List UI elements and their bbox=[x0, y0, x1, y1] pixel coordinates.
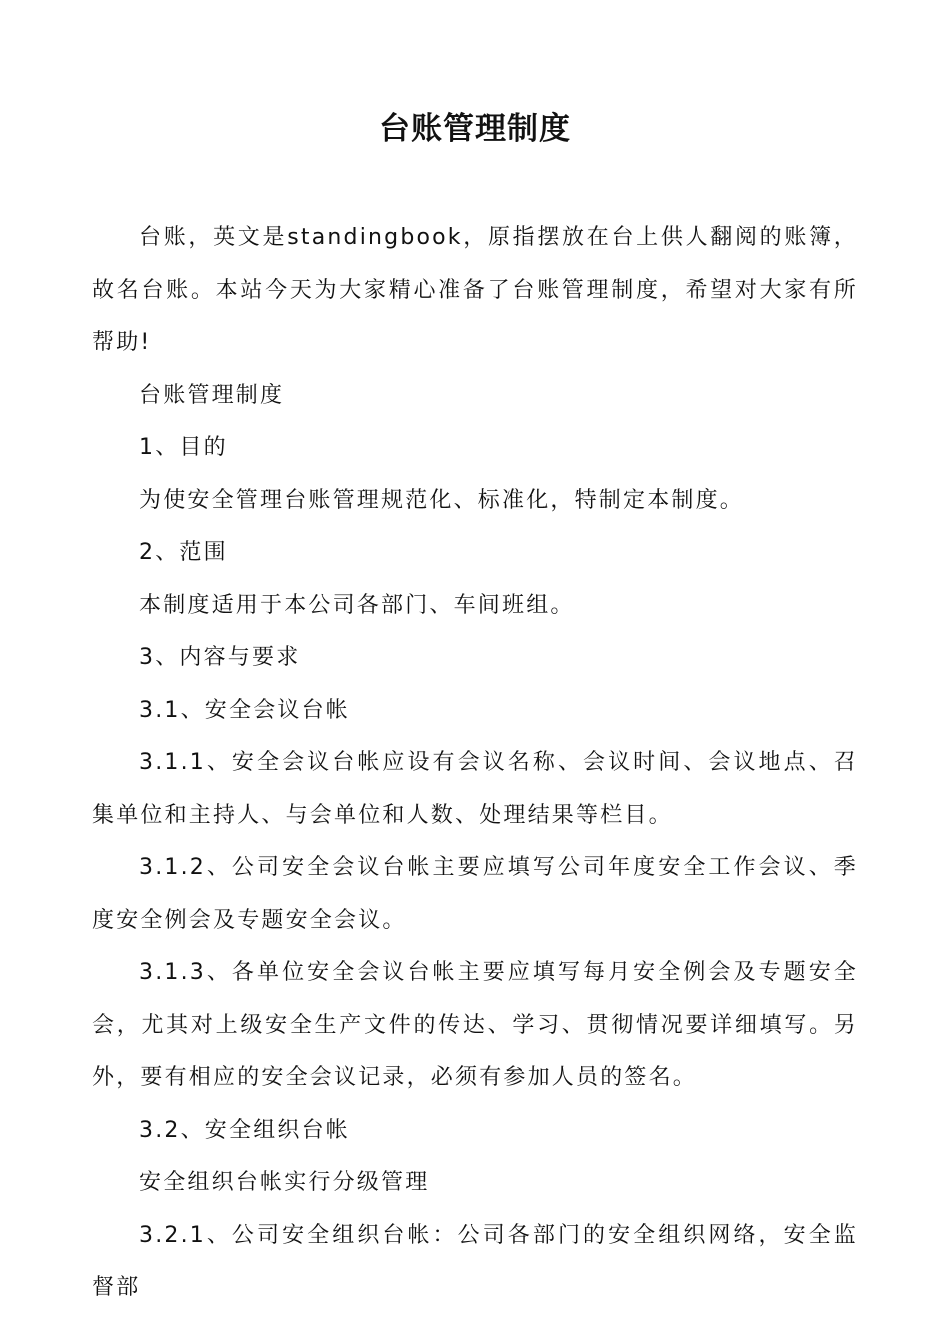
section-scope-heading: 2、范围 bbox=[139, 540, 228, 565]
clause-3-2-1: 3.2.1、公司安全组织台帐：公司各部门的安全组织网络，安全监督部 bbox=[92, 1222, 858, 1300]
paragraph-intro: 台账，英文是standingbook，原指摆放在台上供人翻阅的账簿，故名台账。本站今天为大家精心准备了台账管理制度，希望对大家有所帮助! bbox=[92, 225, 858, 355]
clause-3-1-1: 3.1.1、安全会议台帐应设有会议名称、会议时间、会议地点、召集单位和主持人、与会单位和人数、处理结果等栏目。 bbox=[92, 750, 858, 828]
section-scope-text: 本制度适用于本公司各部门、车间班组。 bbox=[139, 592, 575, 618]
document-title: 台账管理制度 bbox=[379, 111, 571, 147]
paragraph-heading: 台账管理制度 bbox=[139, 382, 285, 408]
subsection-3-1-heading: 3.1、安全会议台帐 bbox=[139, 697, 350, 723]
subsection-3-2-heading: 3.2、安全组织台帐 bbox=[139, 1117, 350, 1143]
section-content-heading: 3、内容与要求 bbox=[139, 645, 301, 670]
clause-3-1-2: 3.1.2、公司安全会议台帐主要应填写公司年度安全工作会议、季度安全例会及专题安全会议。 bbox=[92, 855, 858, 933]
subsection-3-2-text: 安全组织台帐实行分级管理 bbox=[139, 1170, 430, 1195]
section-purpose-text: 为使安全管理台账管理规范化、标准化，特制定本制度。 bbox=[139, 487, 745, 513]
document-body bbox=[92, 212, 858, 1315]
section-purpose-heading: 1、目的 bbox=[139, 435, 228, 460]
clause-3-1-3: 3.1.3、各单位安全会议台帐主要应填写每月安全例会及专题安全会，尤其对上级安全生产文件的传达、学习、贯彻情况要详细填写。另外，要有相应的安全会议记录，必须有参加人员的签名。 bbox=[92, 960, 858, 1090]
